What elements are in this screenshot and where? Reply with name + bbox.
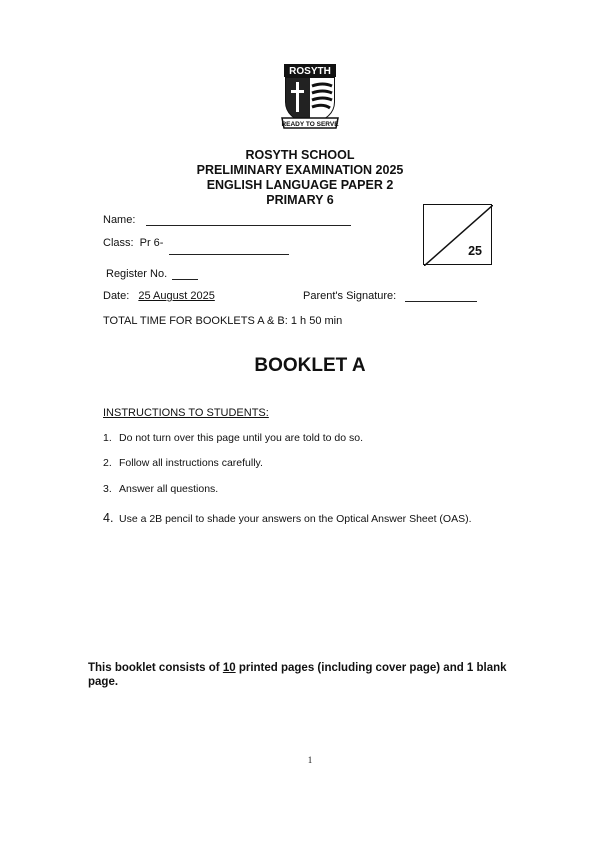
instruction-number: 4. <box>103 511 114 525</box>
score-total: 25 <box>468 244 482 258</box>
crest-banner-bottom: READY TO SERVE <box>281 121 339 128</box>
level-title: PRIMARY 6 <box>266 193 334 207</box>
school-crest-icon <box>278 62 342 132</box>
date-field <box>103 290 215 302</box>
instruction-item <box>103 432 363 444</box>
name-field <box>103 214 351 226</box>
crest-banner-top: ROSYTH <box>289 66 331 77</box>
date-label: Date: <box>103 290 130 302</box>
page-number: 1 <box>307 755 313 765</box>
instruction-text: Follow all instructions carefully. <box>119 457 263 469</box>
score-diagonal <box>424 205 493 266</box>
date-value: 25 August 2025 <box>138 290 215 302</box>
instruction-item <box>103 483 218 495</box>
score-box <box>423 204 492 265</box>
total-time: TOTAL TIME FOR BOOKLETS A & B: 1 h 50 min <box>103 315 343 327</box>
instruction-number: 1. <box>103 432 112 444</box>
name-line[interactable] <box>146 225 351 226</box>
instruction-item <box>103 457 263 469</box>
booklet-title: BOOKLET A <box>254 355 366 376</box>
register-label: Register No. <box>106 268 168 280</box>
class-field <box>103 237 289 249</box>
school-name: ROSYTH SCHOOL <box>245 148 355 162</box>
class-prefix: Pr 6- <box>139 237 164 249</box>
paper-title: ENGLISH LANGUAGE PAPER 2 <box>206 178 394 192</box>
footer-text-after: printed pages (including cover page) and 1 blank page. <box>88 662 507 688</box>
instruction-number: 3. <box>103 483 112 495</box>
booklet-page-count <box>88 661 528 689</box>
class-label: Class: <box>103 237 134 249</box>
signature-line[interactable] <box>405 301 477 302</box>
instruction-text: Do not turn over this page until you are told to do so. <box>119 432 363 444</box>
name-label: Name: <box>103 214 136 226</box>
class-line[interactable] <box>169 254 289 255</box>
signature-label: Parent's Signature: <box>303 290 397 302</box>
instruction-number: 2. <box>103 457 112 469</box>
instruction-item <box>103 511 472 525</box>
footer-page-count: 10 <box>222 662 236 674</box>
instruction-text: Use a 2B pencil to shade your answers on the Optical Answer Sheet (OAS). <box>119 513 472 525</box>
instructions-title: INSTRUCTIONS TO STUDENTS: <box>103 407 269 419</box>
signature-field <box>303 290 477 302</box>
footer-text-before: This booklet consists of <box>88 662 223 674</box>
register-line[interactable] <box>172 279 198 280</box>
instruction-text: Answer all questions. <box>119 483 219 495</box>
exam-title: PRELIMINARY EXAMINATION 2025 <box>196 163 404 177</box>
register-field <box>106 268 198 280</box>
